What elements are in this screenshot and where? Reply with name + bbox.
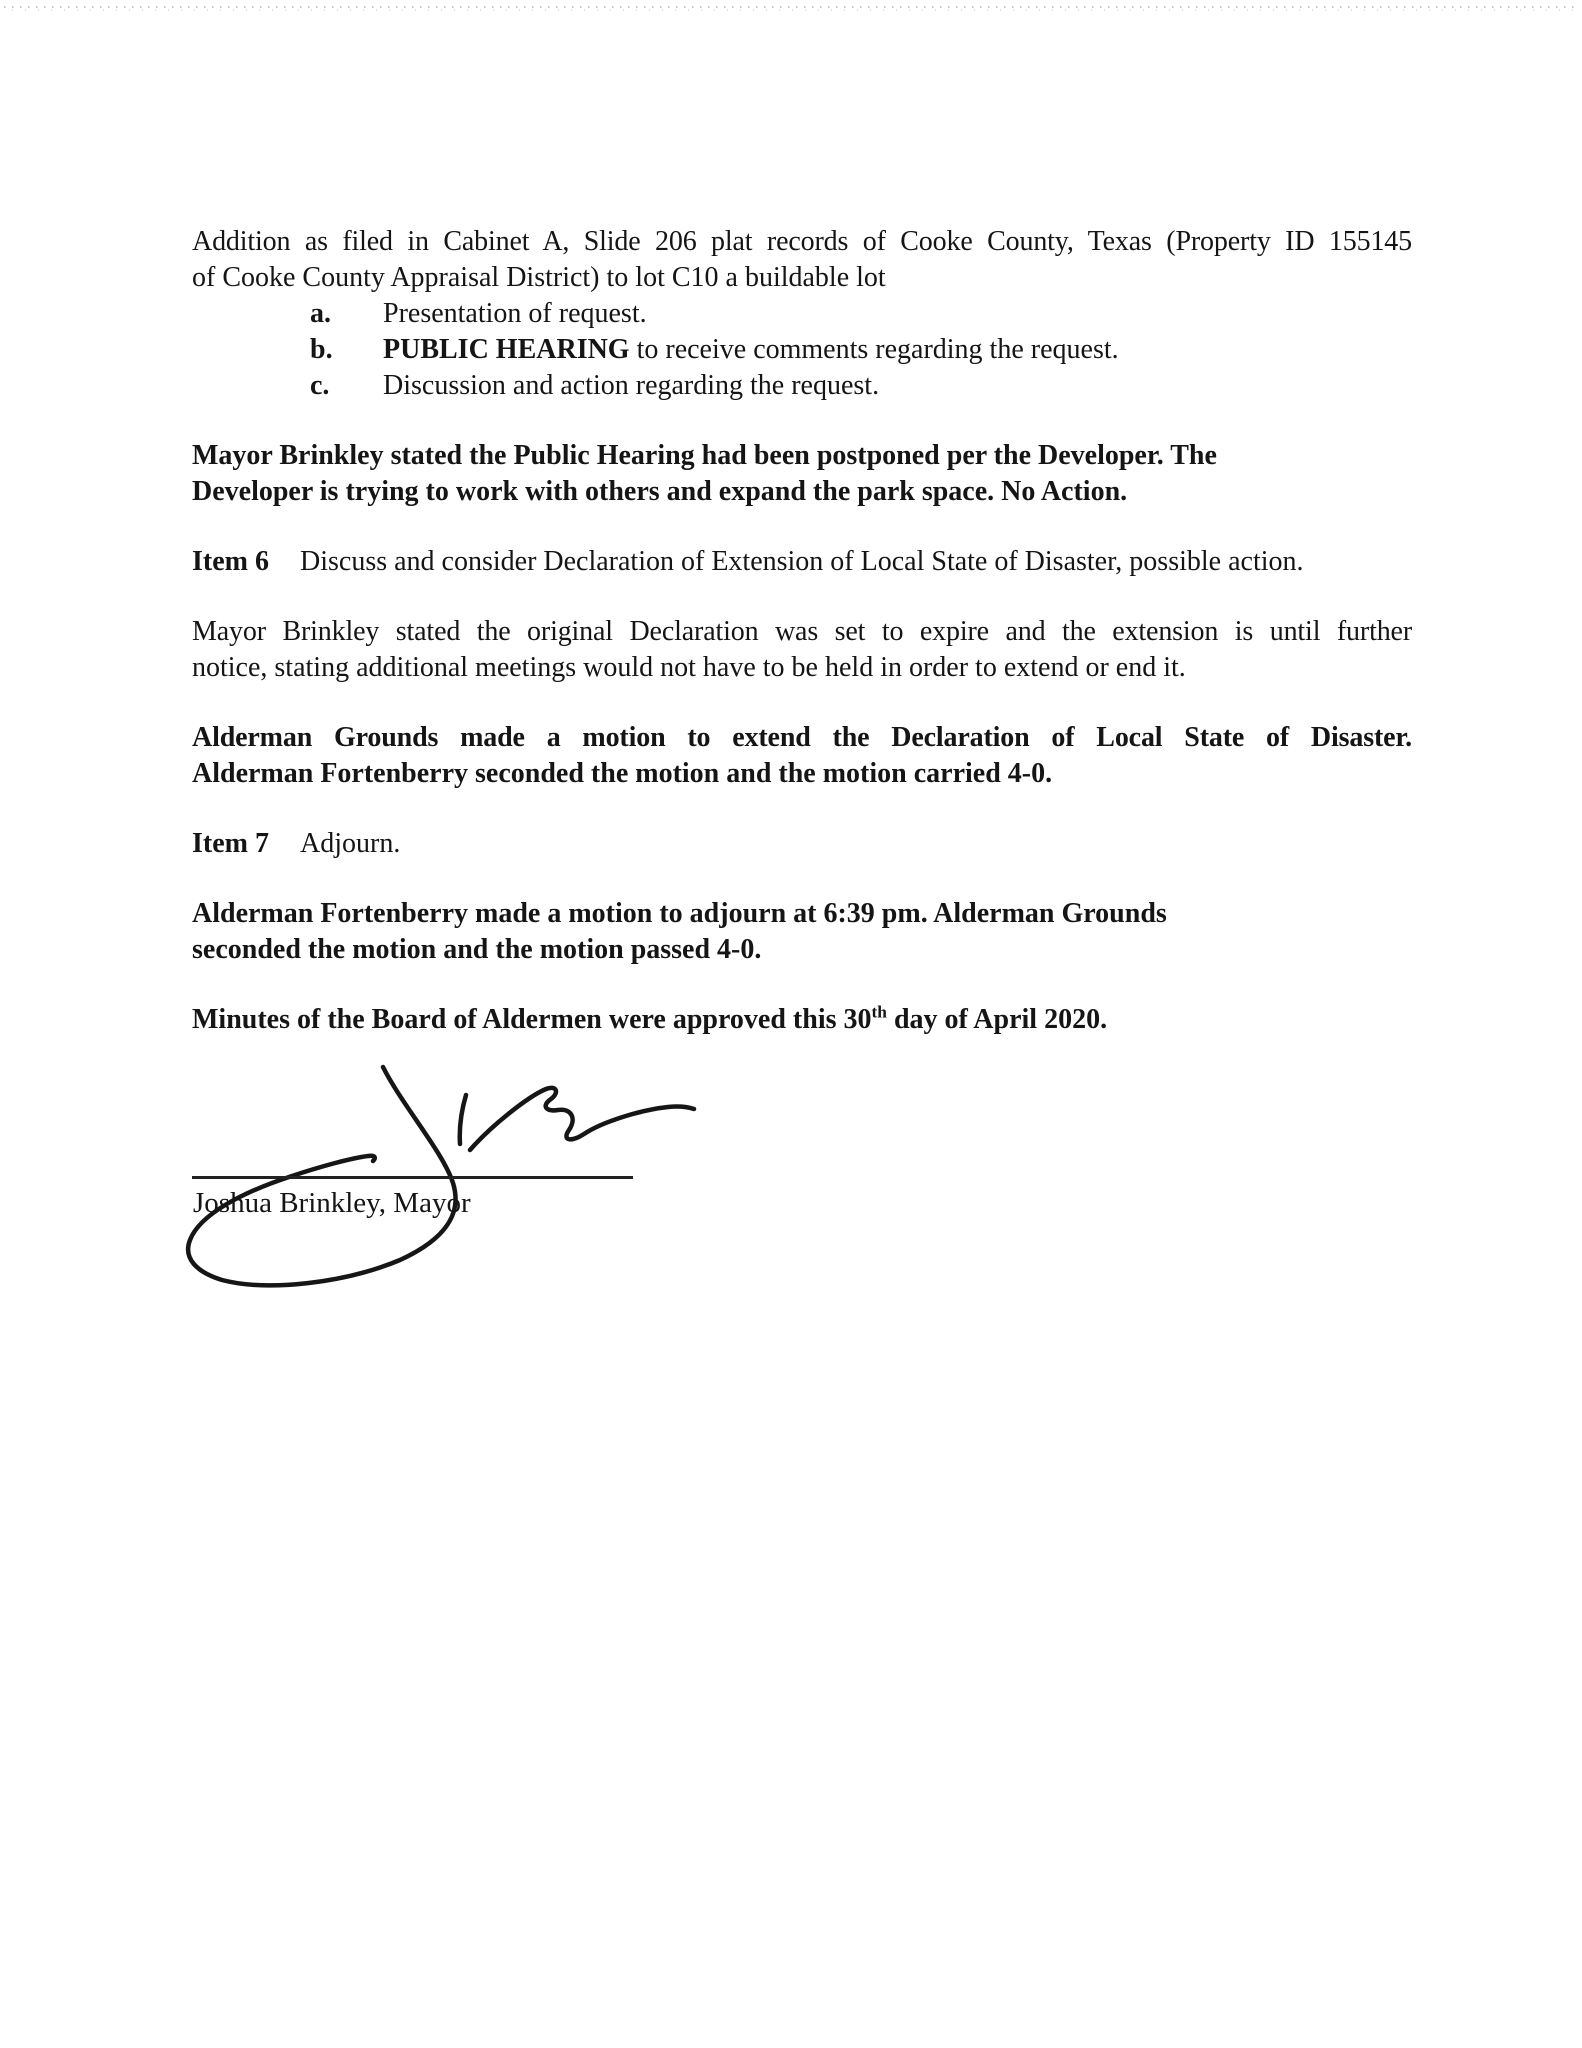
list-item-a <box>192 296 1412 332</box>
signature-name: Joshua Brinkley, Mayor <box>193 1187 471 1219</box>
document-body <box>192 224 1412 1038</box>
item6-row <box>192 544 1412 580</box>
paragraph-line: Mayor Brinkley stated the Public Hearing had been postponed per the Developer. The <box>192 440 1217 471</box>
list-item-text: Presentation of request. <box>383 298 647 329</box>
list-item-label: c. <box>310 370 330 401</box>
item7-label: Item 7 <box>192 828 269 859</box>
list-item-b <box>192 332 1412 368</box>
paragraph-declaration-expire <box>192 614 1412 686</box>
paragraph-line: Mayor Brinkley stated the original Declaration was set to expire and the extension is until further <box>192 616 1412 647</box>
signature-flourish-stroke <box>470 1088 694 1150</box>
paragraph-motion-adjourn <box>192 896 1412 968</box>
paragraph-line: Alderman Fortenberry seconded the motion and the motion carried 4-0. <box>192 758 1053 789</box>
list-item-text: to receive comments regarding the request. <box>629 334 1119 365</box>
approval-line <box>192 1002 1412 1038</box>
paragraph-line: Alderman Fortenberry made a motion to adjourn at 6:39 pm. Alderman Grounds <box>192 898 1167 929</box>
paragraph-plat-records <box>192 224 1412 296</box>
signature-scrawl <box>150 1050 720 1300</box>
item7-text: Adjourn. <box>300 828 401 859</box>
paragraph-hearing-postponed <box>192 438 1412 510</box>
list-item-text: Discussion and action regarding the request. <box>383 370 880 401</box>
list-item-label: b. <box>310 334 333 365</box>
list-item-bold-lead: PUBLIC HEARING <box>383 334 630 365</box>
paragraph-line: Addition as filed in Cabinet A, Slide 206 plat records of Cooke County, Texas (Property ID 155145 <box>192 226 1412 257</box>
signature-apostrophe-stroke <box>460 1095 466 1144</box>
approval-suffix: day of April 2020. <box>886 1004 1108 1035</box>
agenda-sublist <box>192 296 1412 404</box>
item6-text: Discuss and consider Declaration of Extension of Local State of Disaster, possible action. <box>300 546 1304 577</box>
paragraph-motion-extend <box>192 720 1412 792</box>
item7-row <box>192 826 1412 862</box>
paragraph-line: notice, stating additional meetings would not have to be held in order to extend or end it. <box>192 652 1186 683</box>
paragraph-line: of Cooke County Appraisal District) to lot C10 a buildable lot <box>192 262 886 293</box>
item6-label: Item 6 <box>192 546 269 577</box>
list-item-label: a. <box>310 298 331 329</box>
paragraph-line: Developer is trying to work with others and expand the park space. No Action. <box>192 476 1128 507</box>
signature-line <box>192 1176 633 1179</box>
approval-superscript: th <box>871 1002 887 1022</box>
paragraph-line: seconded the motion and the motion passed 4-0. <box>192 934 762 965</box>
scan-noise-strip <box>4 6 1578 12</box>
list-item-c <box>192 368 1412 404</box>
paragraph-line: Alderman Grounds made a motion to extend the Declaration of Local State of Disaster. <box>192 722 1412 753</box>
approval-prefix: Minutes of the Board of Aldermen were approved this 30 <box>192 1004 872 1035</box>
